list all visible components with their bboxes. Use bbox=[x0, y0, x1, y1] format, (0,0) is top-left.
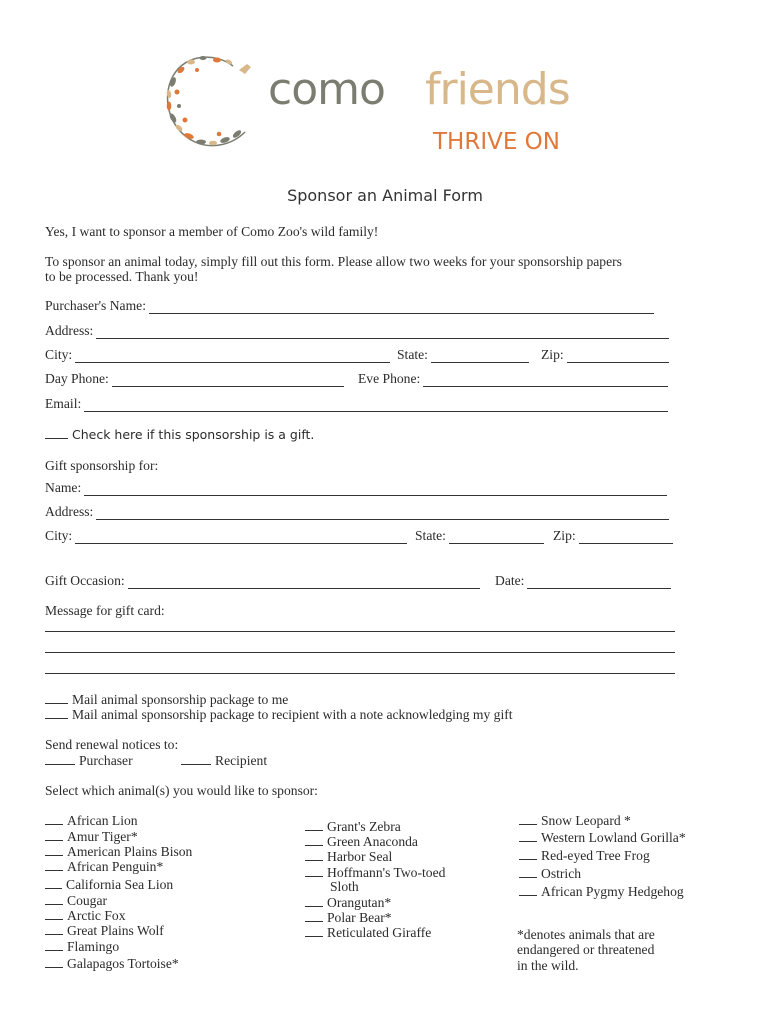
gift-date-line[interactable] bbox=[527, 576, 671, 589]
animal-checkbox-blank[interactable] bbox=[519, 829, 537, 842]
animal-checkbox-blank[interactable] bbox=[45, 938, 63, 951]
animal-checkbox-blank[interactable] bbox=[45, 858, 63, 871]
renewal-recipient-blank[interactable] bbox=[181, 752, 211, 765]
gift-name-line[interactable] bbox=[84, 483, 667, 496]
animal-checkbox-blank[interactable] bbox=[519, 883, 537, 896]
renewal-purchaser-option[interactable] bbox=[45, 752, 133, 769]
renewal-recipient-option[interactable] bbox=[181, 752, 267, 769]
animal-label: Flamingo bbox=[67, 939, 120, 954]
purchaser-zip-field[interactable] bbox=[541, 347, 669, 363]
email-field[interactable] bbox=[45, 396, 668, 412]
gift-name-field[interactable] bbox=[45, 480, 667, 496]
logo bbox=[150, 40, 620, 170]
animal-checkbox-blank[interactable] bbox=[45, 843, 63, 856]
animal-label: Orangutan* bbox=[327, 895, 392, 910]
animal-label: Hoffmann's Two-toed bbox=[327, 865, 446, 880]
animal-option[interactable] bbox=[519, 883, 684, 900]
animal-checkbox-blank[interactable] bbox=[45, 892, 63, 905]
footnote-line: in the wild. bbox=[517, 958, 579, 973]
animal-label: Arctic Fox bbox=[67, 908, 126, 923]
purchaser-zip-label: Zip: bbox=[541, 347, 564, 362]
animal-checkbox-blank[interactable] bbox=[519, 865, 537, 878]
footnote-line: endangered or threatened bbox=[517, 942, 655, 957]
animal-label: Amur Tiger* bbox=[67, 829, 138, 844]
animal-label: California Sea Lion bbox=[66, 877, 174, 892]
animal-checkbox-blank[interactable] bbox=[45, 907, 63, 920]
gift-message-line-2[interactable] bbox=[45, 652, 675, 653]
animal-label: Snow Leopard * bbox=[541, 813, 631, 828]
gift-heading: Gift sponsorship for: bbox=[45, 458, 159, 473]
animal-option[interactable] bbox=[305, 848, 392, 865]
animal-checkbox-blank[interactable] bbox=[45, 876, 62, 889]
gift-state-label: State: bbox=[415, 528, 446, 543]
animal-checkbox-blank[interactable] bbox=[45, 955, 63, 968]
renewal-purchaser-blank[interactable] bbox=[45, 752, 75, 765]
animal-option[interactable] bbox=[305, 924, 431, 941]
gift-state-line[interactable] bbox=[449, 531, 544, 544]
animal-option[interactable] bbox=[45, 938, 119, 955]
animal-label: African Lion bbox=[67, 813, 138, 828]
gift-message-label: Message for gift card: bbox=[45, 603, 165, 618]
gift-city-field[interactable] bbox=[45, 528, 407, 544]
mail-option-recipient-blank[interactable] bbox=[45, 706, 68, 719]
animal-label: Great Plains Wolf bbox=[67, 923, 164, 938]
renewal-recipient-label: Recipient bbox=[215, 753, 268, 768]
animal-checkbox-blank[interactable] bbox=[305, 848, 323, 861]
animal-label-continued: Sloth bbox=[330, 879, 359, 894]
gift-address-label: Address: bbox=[45, 504, 94, 519]
day-phone-line[interactable] bbox=[112, 374, 344, 387]
eve-phone-label: Eve Phone: bbox=[358, 371, 421, 386]
animal-option[interactable] bbox=[45, 858, 163, 875]
mail-option-me-blank[interactable] bbox=[45, 691, 68, 704]
eve-phone-line[interactable] bbox=[423, 374, 668, 387]
animal-label: American Plains Bison bbox=[67, 844, 193, 859]
animal-checkbox-blank[interactable] bbox=[305, 894, 323, 907]
animal-label: Green Anaconda bbox=[327, 834, 418, 849]
animal-checkbox-blank[interactable] bbox=[305, 909, 323, 922]
renewal-purchaser-label: Purchaser bbox=[79, 753, 133, 768]
purchaser-name-label: Purchaser's Name: bbox=[45, 298, 146, 313]
email-line[interactable] bbox=[84, 399, 668, 412]
gift-check-label: Check here if this sponsorship is a gift. bbox=[72, 427, 315, 442]
animal-option[interactable] bbox=[45, 876, 173, 893]
intro-line: Yes, I want to sponsor a member of Como Zoo's wild family! bbox=[45, 224, 379, 239]
logo-tagline: THRIVE ON bbox=[433, 129, 560, 155]
gift-message-line-3[interactable] bbox=[45, 673, 675, 674]
leaf-wreath-c-icon bbox=[155, 48, 265, 158]
gift-address-field[interactable] bbox=[45, 504, 669, 520]
intro-paragraph-line1: To sponsor an animal today, simply fill out this form. Please allow two weeks for your sponsorship papers bbox=[45, 254, 622, 269]
purchaser-address-field[interactable] bbox=[45, 323, 669, 339]
gift-state-field[interactable] bbox=[415, 528, 544, 544]
purchaser-city-field[interactable] bbox=[45, 347, 390, 363]
animal-option[interactable] bbox=[519, 812, 631, 829]
mail-option-recipient-label: Mail animal sponsorship package to recipient with a note acknowledging my gift bbox=[72, 707, 513, 722]
form-title: Sponsor an Animal Form bbox=[287, 186, 483, 205]
animal-label: Polar Bear* bbox=[327, 910, 392, 925]
eve-phone-field[interactable] bbox=[358, 371, 668, 387]
animal-label: Harbor Seal bbox=[327, 849, 393, 864]
mail-option-me-label: Mail animal sponsorship package to me bbox=[72, 692, 289, 707]
animal-option[interactable] bbox=[519, 829, 686, 846]
purchaser-name-field[interactable] bbox=[45, 298, 654, 314]
footnote-line: *denotes animals that are bbox=[517, 927, 655, 942]
animal-option[interactable] bbox=[45, 922, 164, 939]
gift-occasion-line[interactable] bbox=[128, 576, 480, 589]
mail-option-recipient[interactable] bbox=[45, 706, 513, 723]
gift-check-row[interactable] bbox=[45, 427, 314, 443]
purchaser-city-line[interactable] bbox=[75, 350, 390, 363]
logo-word-como: como bbox=[268, 64, 385, 115]
animal-option[interactable] bbox=[45, 955, 179, 972]
animal-checkbox-blank[interactable] bbox=[305, 924, 323, 937]
gift-message-line-1[interactable] bbox=[45, 631, 675, 632]
animal-label: African Pygmy Hedgehog bbox=[541, 884, 684, 899]
animal-label: African Penguin* bbox=[67, 859, 164, 874]
animal-label: Western Lowland Gorilla* bbox=[541, 830, 686, 845]
animal-label: Red-eyed Tree Frog bbox=[541, 848, 650, 863]
gift-city-line[interactable] bbox=[75, 531, 407, 544]
gift-city-label: City: bbox=[45, 528, 73, 543]
animal-checkbox-blank[interactable] bbox=[519, 812, 537, 825]
animal-checkbox-blank[interactable] bbox=[519, 847, 537, 860]
gift-address-line[interactable] bbox=[96, 507, 669, 520]
purchaser-state-field[interactable] bbox=[397, 347, 529, 363]
purchaser-city-label: City: bbox=[45, 347, 73, 362]
gift-name-label: Name: bbox=[45, 480, 82, 495]
purchaser-name-line[interactable] bbox=[149, 301, 654, 314]
animal-label: Reticulated Giraffe bbox=[327, 925, 432, 940]
purchaser-state-label: State: bbox=[397, 347, 428, 362]
day-phone-label: Day Phone: bbox=[45, 371, 109, 386]
gift-check-blank[interactable] bbox=[45, 427, 68, 439]
purchaser-state-line[interactable] bbox=[431, 350, 529, 363]
day-phone-field[interactable] bbox=[45, 371, 344, 387]
animal-checkbox-blank[interactable] bbox=[45, 922, 63, 935]
purchaser-zip-line[interactable] bbox=[567, 350, 669, 363]
purchaser-address-label: Address: bbox=[45, 323, 94, 338]
renewal-heading: Send renewal notices to: bbox=[45, 737, 179, 752]
gift-zip-field[interactable] bbox=[553, 528, 673, 544]
purchaser-address-line[interactable] bbox=[96, 326, 669, 339]
animal-checkbox-blank[interactable] bbox=[45, 812, 63, 825]
animal-label: Galapagos Tortoise* bbox=[67, 956, 179, 971]
gift-occasion-field[interactable] bbox=[45, 573, 480, 589]
animal-option[interactable] bbox=[45, 812, 138, 829]
animal-checkbox-blank[interactable] bbox=[305, 864, 323, 877]
intro-paragraph-line2: to be processed. Thank you! bbox=[45, 269, 199, 284]
logo-word-friends: friends bbox=[425, 64, 570, 115]
animal-label: Cougar bbox=[67, 893, 108, 908]
select-heading: Select which animal(s) you would like to sponsor: bbox=[45, 783, 318, 798]
gift-date-field[interactable] bbox=[495, 573, 671, 589]
animal-checkbox-blank[interactable] bbox=[305, 833, 323, 846]
animal-option[interactable] bbox=[519, 847, 650, 864]
gift-zip-line[interactable] bbox=[579, 531, 673, 544]
animal-checkbox-blank[interactable] bbox=[45, 828, 63, 841]
animal-option[interactable] bbox=[519, 865, 581, 882]
gift-occasion-label: Gift Occasion: bbox=[45, 573, 125, 588]
gift-date-label: Date: bbox=[495, 573, 525, 588]
animal-label: Ostrich bbox=[541, 866, 582, 881]
gift-zip-label: Zip: bbox=[553, 528, 576, 543]
animal-label: Grant's Zebra bbox=[327, 819, 401, 834]
animal-checkbox-blank[interactable] bbox=[305, 818, 323, 831]
email-label: Email: bbox=[45, 396, 82, 411]
